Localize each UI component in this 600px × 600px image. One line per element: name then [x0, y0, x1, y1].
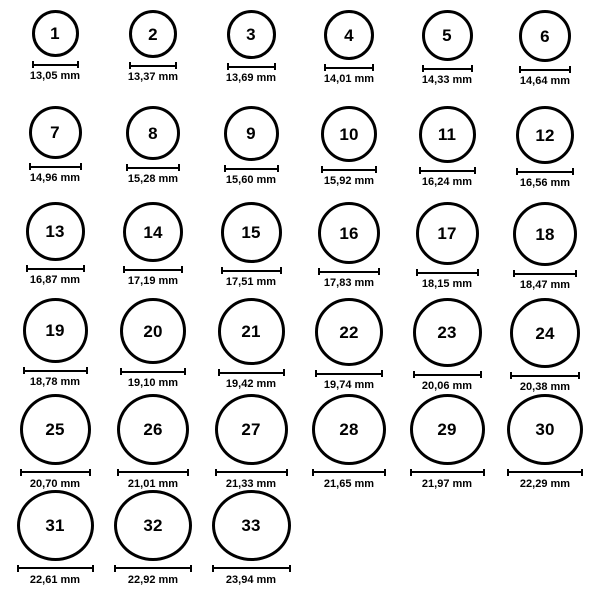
measure-group: [315, 370, 383, 391]
diameter-label: 16,24 mm: [421, 176, 473, 188]
measure-bar-icon: [419, 167, 476, 174]
ring-cell[interactable]: [104, 394, 202, 490]
diameter-label: 15,92 mm: [323, 175, 375, 187]
measure-bar-icon: [20, 469, 91, 476]
ring-size-label: 29: [437, 419, 457, 439]
measure-bar-icon: [32, 61, 79, 68]
ring-circle: [513, 202, 577, 266]
ring-cell[interactable]: [398, 106, 496, 202]
measure-group: [321, 166, 377, 187]
diameter-label: 20,38 mm: [519, 381, 571, 393]
diameter-label: 15,60 mm: [225, 174, 277, 186]
measure-group: [23, 367, 88, 388]
measure-group: [510, 372, 580, 393]
ring-cell[interactable]: [300, 10, 398, 106]
diameter-label: 13,69 mm: [225, 72, 277, 84]
ring-circle: [507, 394, 583, 465]
measure-bar-icon: [129, 62, 177, 69]
ring-circle: [324, 10, 374, 60]
ring-size-label: 17: [437, 224, 457, 243]
ring-cell[interactable]: [104, 10, 202, 106]
ring-size-label: 22: [339, 322, 359, 342]
measure-group: [20, 469, 91, 490]
ring-size-label: 3: [246, 25, 256, 44]
measure-group: [224, 165, 279, 186]
ring-size-label: 19: [45, 321, 65, 340]
measure-group: [17, 565, 94, 586]
ring-size-label: 33: [241, 515, 261, 535]
ring-circle: [224, 106, 279, 161]
diameter-label: 20,70 mm: [29, 477, 81, 490]
measure-bar-icon: [513, 270, 577, 277]
measure-bar-icon: [516, 168, 574, 175]
ring-circle: [510, 298, 580, 368]
measure-bar-icon: [413, 371, 482, 378]
ring-circle: [126, 106, 180, 160]
ring-circle: [519, 10, 571, 62]
measure-bar-icon: [120, 368, 186, 375]
ring-size-label: 15: [241, 223, 261, 242]
ring-circle: [516, 106, 574, 164]
diameter-label: 19,74 mm: [323, 379, 375, 391]
ring-cell[interactable]: [496, 202, 594, 298]
measure-bar-icon: [312, 469, 386, 476]
ring-cell[interactable]: [398, 202, 496, 298]
ring-size-label: 30: [535, 419, 555, 439]
diameter-label: 16,87 mm: [29, 274, 81, 286]
diameter-label: 23,94 mm: [225, 573, 277, 586]
diameter-label: 14,64 mm: [519, 75, 571, 87]
ring-circle: [227, 10, 276, 59]
ring-cell[interactable]: [398, 10, 496, 106]
measure-group: [29, 163, 82, 184]
ring-circle: [117, 394, 189, 465]
diameter-label: 22,92 mm: [127, 573, 179, 586]
ring-size-label: 28: [339, 419, 359, 439]
measure-group: [416, 269, 479, 290]
ring-cell[interactable]: [6, 490, 104, 586]
ring-cell[interactable]: [398, 298, 496, 394]
ring-circle: [312, 394, 386, 465]
ring-cell[interactable]: [6, 298, 104, 394]
measure-bar-icon: [224, 165, 279, 172]
measure-group: [221, 267, 282, 288]
diameter-label: 14,96 mm: [29, 172, 81, 184]
measure-bar-icon: [126, 164, 180, 171]
measure-group: [519, 66, 571, 87]
measure-bar-icon: [23, 367, 88, 374]
ring-cell[interactable]: [104, 298, 202, 394]
ring-size-label: 13: [45, 222, 65, 241]
diameter-label: 21,65 mm: [323, 477, 375, 490]
measure-group: [226, 63, 276, 84]
measure-group: [212, 565, 291, 586]
measure-group: [30, 61, 80, 82]
ring-circle: [321, 106, 377, 162]
ring-cell[interactable]: [104, 490, 202, 586]
measure-bar-icon: [227, 63, 276, 70]
ring-cell[interactable]: [496, 394, 594, 490]
ring-cell[interactable]: [202, 394, 300, 490]
ring-size-label: 25: [45, 419, 65, 439]
diameter-label: 17,51 mm: [225, 276, 277, 288]
ring-cell[interactable]: [202, 490, 300, 586]
measure-group: [419, 167, 476, 188]
ring-circle: [215, 394, 288, 465]
measure-bar-icon: [212, 565, 291, 572]
ring-grid: [6, 10, 594, 586]
measure-bar-icon: [422, 65, 473, 72]
diameter-label: 16,56 mm: [519, 177, 571, 189]
measure-bar-icon: [321, 166, 377, 173]
ring-size-label: 10: [339, 124, 359, 144]
diameter-label: 13,05 mm: [29, 70, 81, 82]
diameter-label: 17,19 mm: [127, 275, 179, 287]
diameter-label: 20,06 mm: [421, 380, 473, 392]
measure-bar-icon: [123, 266, 183, 273]
measure-bar-icon: [410, 469, 485, 476]
ring-cell[interactable]: [104, 106, 202, 202]
diameter-label: 18,47 mm: [519, 279, 571, 291]
ring-circle: [29, 106, 82, 159]
ring-cell[interactable]: [300, 394, 398, 490]
ring-cell[interactable]: [496, 106, 594, 202]
ring-circle: [26, 202, 85, 261]
measure-group: [312, 469, 386, 490]
measure-group: [128, 62, 178, 83]
ring-cell[interactable]: [6, 394, 104, 490]
ring-circle: [318, 202, 380, 264]
measure-bar-icon: [221, 267, 282, 274]
ring-cell[interactable]: [300, 106, 398, 202]
ring-circle: [23, 298, 88, 363]
ring-size-label: 27: [241, 419, 261, 439]
measure-group: [507, 469, 583, 490]
ring-cell[interactable]: [202, 202, 300, 298]
diameter-label: 19,10 mm: [127, 377, 179, 389]
ring-circle: [114, 490, 192, 561]
ring-size-label: 14: [143, 222, 163, 242]
measure-bar-icon: [114, 565, 192, 572]
measure-bar-icon: [510, 372, 580, 379]
ring-circle: [123, 202, 183, 262]
ring-size-label: 26: [143, 419, 163, 439]
ring-cell[interactable]: [202, 10, 300, 106]
measure-bar-icon: [318, 268, 380, 275]
ring-circle: [212, 490, 291, 561]
ring-cell[interactable]: [496, 10, 594, 106]
measure-group: [218, 369, 285, 390]
measure-group: [318, 268, 380, 289]
ring-cell[interactable]: [6, 10, 104, 106]
ring-size-label: 12: [535, 125, 555, 145]
measure-group: [126, 164, 180, 185]
diameter-label: 19,42 mm: [225, 378, 277, 390]
measure-group: [120, 368, 186, 389]
ring-cell[interactable]: [6, 202, 104, 298]
diameter-label: 14,01 mm: [323, 73, 375, 85]
ring-size-label: 23: [437, 323, 457, 342]
measure-bar-icon: [26, 265, 85, 272]
measure-bar-icon: [29, 163, 82, 170]
ring-cell[interactable]: [104, 202, 202, 298]
diameter-label: 15,28 mm: [127, 173, 179, 185]
measure-bar-icon: [218, 369, 285, 376]
measure-group: [516, 168, 574, 189]
ring-circle: [129, 10, 177, 58]
measure-bar-icon: [324, 64, 374, 71]
measure-group: [26, 265, 85, 286]
measure-group: [215, 469, 288, 490]
ring-circle: [120, 298, 186, 364]
ring-circle: [419, 106, 476, 163]
ring-size-label: 7: [50, 123, 60, 142]
measure-group: [422, 65, 473, 86]
ring-circle: [221, 202, 282, 263]
ring-size-label: 8: [148, 123, 158, 143]
measure-group: [117, 469, 189, 490]
ring-cell[interactable]: [300, 298, 398, 394]
diameter-label: 17,83 mm: [323, 277, 375, 289]
ring-circle: [410, 394, 485, 465]
ring-cell[interactable]: [398, 394, 496, 490]
diameter-label: 21,97 mm: [421, 477, 473, 490]
ring-circle: [32, 10, 79, 57]
measure-bar-icon: [315, 370, 383, 377]
ring-cell[interactable]: [202, 106, 300, 202]
measure-group: [123, 266, 183, 287]
diameter-label: 21,33 mm: [225, 477, 277, 490]
measure-bar-icon: [17, 565, 94, 572]
diameter-label: 21,01 mm: [127, 477, 179, 490]
ring-circle: [416, 202, 479, 265]
measure-bar-icon: [215, 469, 288, 476]
diameter-label: 13,37 mm: [127, 71, 179, 83]
ring-cell[interactable]: [202, 298, 300, 394]
measure-group: [114, 565, 192, 586]
measure-group: [513, 270, 577, 291]
ring-size-label: 4: [344, 25, 354, 45]
ring-size-label: 21: [241, 322, 261, 341]
ring-circle: [413, 298, 482, 367]
ring-size-label: 31: [45, 515, 65, 535]
ring-circle: [315, 298, 383, 366]
ring-size-label: 6: [540, 26, 550, 46]
ring-circle: [218, 298, 285, 365]
ring-circle: [20, 394, 91, 465]
diameter-label: 22,61 mm: [29, 573, 81, 586]
diameter-label: 18,15 mm: [421, 278, 473, 290]
measure-group: [324, 64, 374, 85]
ring-size-label: 5: [442, 26, 452, 45]
measure-group: [413, 371, 482, 392]
measure-bar-icon: [416, 269, 479, 276]
ring-cell[interactable]: [300, 202, 398, 298]
ring-size-label: 11: [437, 125, 457, 144]
diameter-label: 22,29 mm: [519, 477, 571, 490]
ring-cell[interactable]: [496, 298, 594, 394]
ring-size-label: 24: [535, 323, 555, 343]
measure-bar-icon: [519, 66, 571, 73]
ring-size-label: 32: [143, 515, 163, 535]
measure-group: [410, 469, 485, 490]
measure-bar-icon: [507, 469, 583, 476]
ring-cell[interactable]: [6, 106, 104, 202]
ring-size-label: 1: [50, 24, 60, 43]
ring-size-label: 20: [143, 321, 163, 341]
ring-size-label: 18: [535, 224, 555, 244]
ring-circle: [422, 10, 473, 61]
ring-size-label: 9: [246, 124, 256, 143]
ring-size-label: 16: [339, 223, 359, 243]
measure-bar-icon: [117, 469, 189, 476]
diameter-label: 18,78 mm: [29, 376, 81, 388]
diameter-label: 14,33 mm: [421, 74, 473, 86]
ring-size-label: 2: [148, 24, 158, 44]
ring-circle: [17, 490, 94, 561]
